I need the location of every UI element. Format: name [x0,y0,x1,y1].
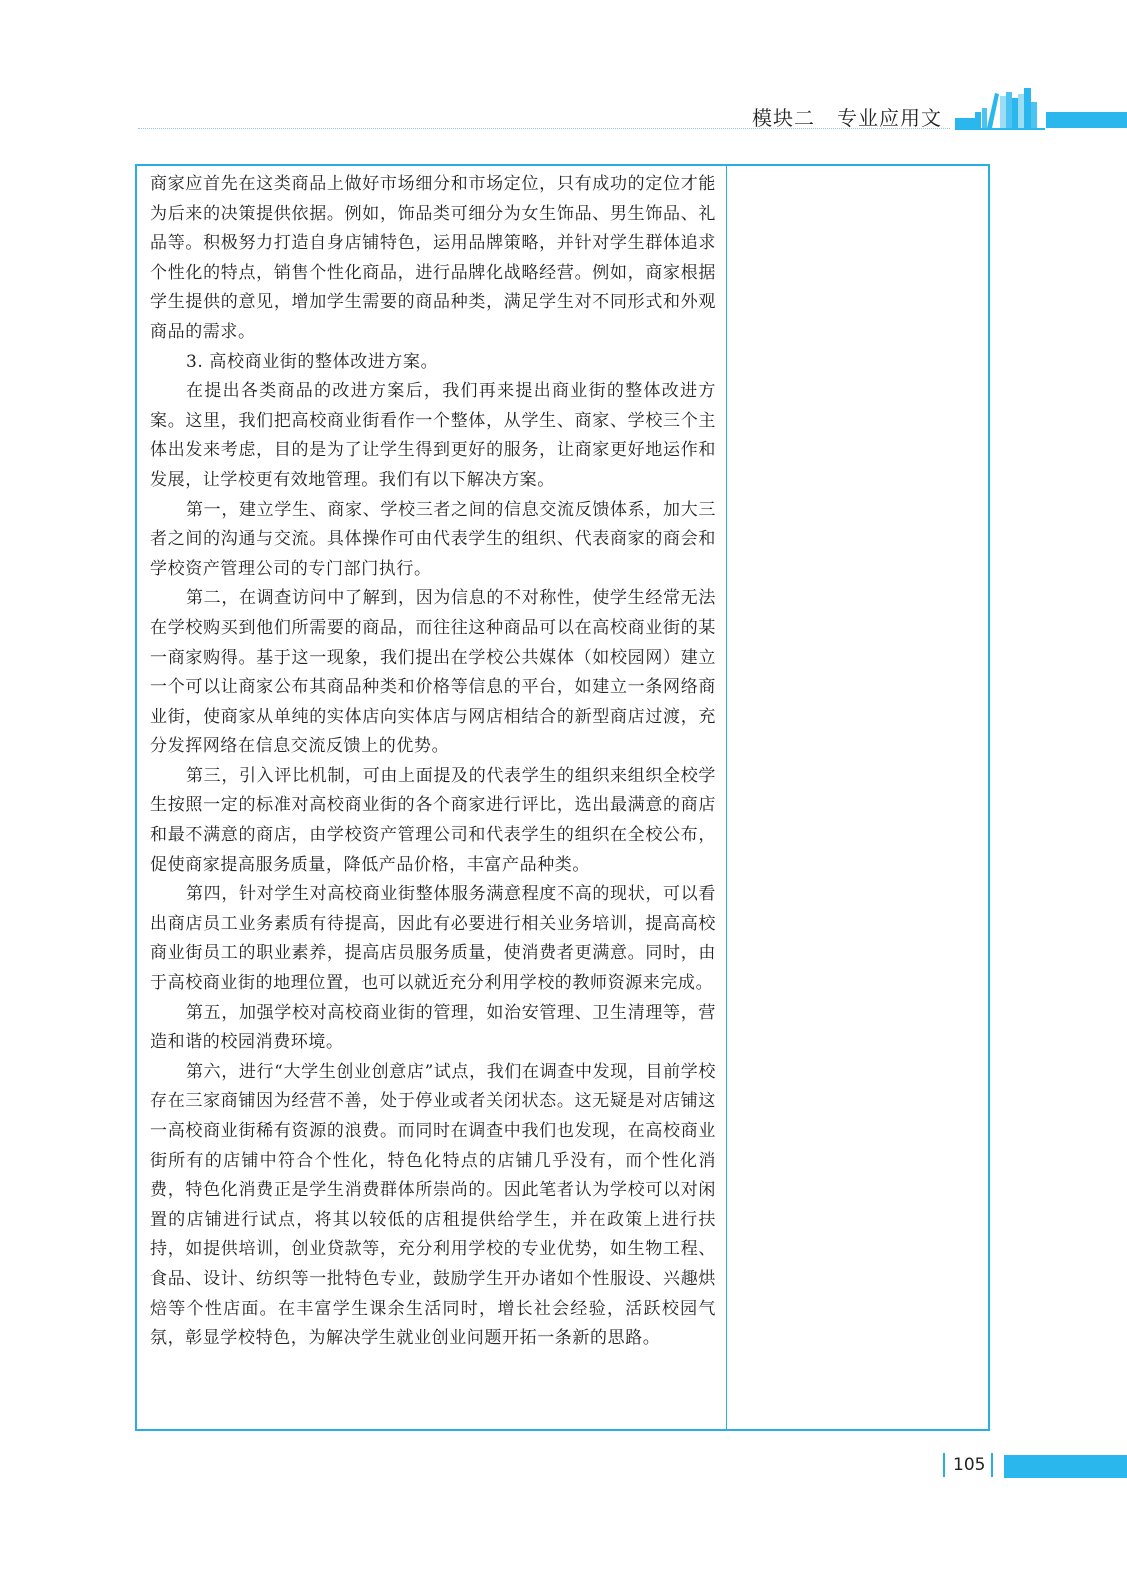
paragraph: 第五，加强学校对高校商业街的管理，如治安管理、卫生清理等，营造和谐的校园消费环境。 [150,1002,716,1053]
page-number: 105 [953,1455,986,1475]
page-number-tick-right [991,1453,993,1477]
paragraph: 商家应首先在这类商品上做好市场细分和市场定位，只有成功的定位才能为后来的决策提供依据。例如，饰品类可细分为女生饰品、男生饰品、礼品等。积极努力打造自身店铺特色，运用品牌策略，并针对学生群体追求个性化的特点，销售个性化商品，进行品牌化战略经营。例如，商家根据学生提供的意见，增加学生需要的商品种类，满足学生对不同形式和外观商品的需求。 [150,174,716,342]
header-accent-bar [1046,112,1127,128]
paragraph: 第三，引入评比机制，可由上面提及的代表学生的组织来组织全校学生按照一定的标准对高校商业街的各个商家进行评比，选出最满意的商店和最不满意的商店，由学校资产管理公司和代表学生的组织在全校公布，促使商家提高服务质量，降低产品价格，丰富产品种类。 [150,765,716,875]
paragraph: 第二，在调查访问中了解到，因为信息的不对称性，使学生经常无法在学校购买到他们所需要的商品，而往往这种商品可以在高校商业街的某一商家购得。基于这一现象，我们提出在学校公共媒体（如校园网）建立一个可以让商家公布其商品种类和价格等信息的平台，如建立一条网络商业街，使商家从单纯的实体店向实体店与网店相结合的新型商店过渡，充分发挥网络在信息交流反馈上的优势。 [150,588,716,757]
paragraph: 在提出各类商品的改进方案后，我们再来提出商业街的整体改进方案。这里，我们把高校商业街看作一个整体，从学生、商家、学校三个主体出发来考虑，目的是为了让学生得到更好的服务，让商家更好地运作和发展，让学校更有效地管理。我们有以下解决方案。 [150,381,716,490]
section-label: 专业应用文 [837,106,942,130]
running-header [752,102,942,131]
paragraph: 第六，进行“大学生创业创意店”试点，我们在调查中发现，目前学校存在三家商铺因为经营不善，处于停业或者关闭状态。这无疑是对店铺这一高校商业街稀有资源的浪费。而同时在调查中我们也发现，在高校商业街所有的店铺中符合个性化，特色化特点的店铺几乎没有，而个性化消费，特色化消费正是学生消费群体所崇尚的。因此笔者认为学校可以对闲置的店铺进行试点，将其以较低的店租提供给学生，并在政策上进行扶持，如提供培训，创业贷款等，充分利用学校的专业优势，如生物工程、食品、设计、纺织等一批特色专业，鼓励学生开办诸如个性服设、兴趣烘焙等个性店面。在丰富学生课余生活同时，增长社会经验，活跃校园气氛，彰显学校特色，为解决学生就业创业问题开拓一条新的思路。 [150,1061,716,1349]
body-text [150,170,716,1354]
header-divider [138,128,950,129]
books-decoration-icon [955,84,1045,130]
paragraph: 第四，针对学生对高校商业街整体服务满意程度不高的现状，可以看出商店员工业务素质有待提高，因此有必要进行相关业务培训，提高高校商业街员工的职业素养，提高店员服务质量，使消费者更满意。同时，由于高校商业街的地理位置，也可以就近充分利用学校的教师资源来完成。 [150,884,716,994]
footer-accent-bar [1004,1455,1127,1478]
margin-column-divider [726,166,727,1429]
paragraph: 第一，建立学生、商家、学校三者之间的信息交流反馈体系，加大三者之间的沟通与交流。具体操作可由代表学生的组织、代表商家的商会和学校资产管理公司的专门部门执行。 [150,499,716,579]
subsection-heading: 3. 高校商业街的整体改进方案。 [186,351,439,372]
module-label: 模块二 [752,106,815,130]
page-number-tick-left [943,1453,945,1477]
